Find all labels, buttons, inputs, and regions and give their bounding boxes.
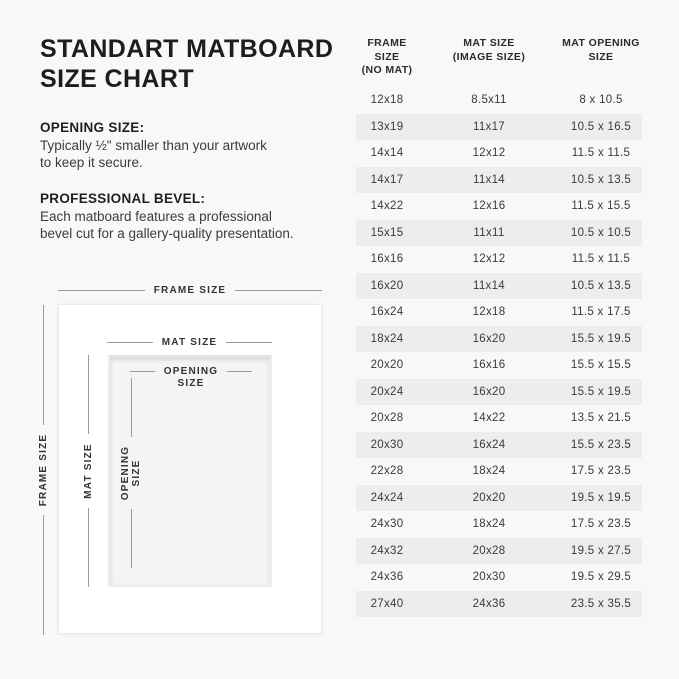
header-frame-size-line1: FRAME SIZE [367, 37, 407, 63]
table-cell: 18x24 [472, 465, 506, 478]
opening-size-label-left-line2: SIZE [131, 459, 142, 487]
table-row [356, 485, 642, 512]
table-cell: 12x16 [472, 200, 506, 213]
header-cell-frame-size [356, 37, 418, 78]
dimension-line [43, 305, 44, 425]
table-cell: 11.5 x 11.5 [571, 147, 631, 160]
table-cell: 23.5 x 35.5 [570, 597, 632, 610]
table-cell: 14x22 [472, 412, 506, 425]
table-cell: 15x15 [370, 226, 404, 239]
table-cell: 18x24 [472, 518, 506, 531]
opening-size-label-top [130, 366, 252, 390]
table-row [356, 326, 642, 353]
table-cell: 16x24 [370, 306, 404, 319]
header-frame-size-line2: (NO MAT) [361, 64, 413, 76]
table-row [356, 432, 642, 459]
header-mat-opening-line2: SIZE [588, 50, 614, 63]
mat-size-label-left [82, 355, 94, 587]
table-cell: 12x18 [472, 306, 506, 319]
table-cell: 13.5 x 21.5 [570, 412, 632, 425]
frame-size-label-left [37, 305, 49, 635]
table-cell: 10.5 x 13.5 [570, 279, 632, 292]
table-cell: 16x16 [370, 253, 404, 266]
dimension-line [226, 342, 272, 343]
opening-size-label-top-text [164, 366, 219, 390]
table-cell: 11.5 x 15.5 [571, 200, 631, 213]
table-row [356, 87, 642, 114]
opening-size-label-top-line1: OPENING [163, 366, 219, 377]
opening-size-description-line2: to keep it secure. [40, 155, 143, 170]
table-cell: 10.5 x 16.5 [570, 120, 632, 133]
opening-size-label-left [119, 378, 143, 568]
table-cell: 24x36 [370, 571, 404, 584]
table-cell: 17.5 x 23.5 [570, 465, 632, 478]
mat-size-label-left-text: MAT SIZE [82, 443, 94, 499]
table-cell: 11x14 [473, 279, 505, 292]
frame-size-label-top-text: FRAME SIZE [153, 284, 227, 296]
professional-bevel-description-line2: bevel cut for a gallery-quality presentation. [40, 226, 294, 241]
table-cell: 16x20 [472, 332, 506, 345]
table-cell: 19.5 x 19.5 [570, 491, 632, 504]
dimension-line [43, 515, 44, 635]
table-cell: 15.5 x 23.5 [570, 438, 632, 451]
dimension-line [58, 290, 145, 291]
table-cell: 12x18 [370, 94, 404, 107]
table-header [356, 37, 642, 78]
table-row [356, 220, 642, 247]
table-row [356, 405, 642, 432]
table-cell: 20x20 [472, 491, 506, 504]
dimension-line [107, 342, 153, 343]
table-cell: 16x16 [472, 359, 506, 372]
page-title-line1: STANDART MATBOARD [40, 35, 334, 63]
frame-size-label-left-text: FRAME SIZE [37, 433, 49, 507]
table-row [356, 299, 642, 326]
table-cell: 14x22 [370, 200, 404, 213]
table-cell: 11.5 x 11.5 [571, 253, 631, 266]
dimension-line [131, 378, 132, 437]
table-cell: 15.5 x 19.5 [570, 385, 632, 398]
dimension-line [131, 509, 132, 568]
opening-size-label-left-text [120, 446, 142, 501]
header-mat-opening-line1: MAT OPENING [562, 37, 640, 49]
table-cell: 11x11 [473, 226, 505, 239]
professional-bevel-heading: PROFESSIONAL BEVEL: [40, 191, 206, 206]
professional-bevel-description-line1: Each matboard features a professional [40, 209, 272, 224]
dimension-line [235, 290, 322, 291]
table-cell: 15.5 x 19.5 [570, 332, 632, 345]
table-cell: 24x36 [472, 597, 506, 610]
header-cell-mat-size [418, 37, 560, 78]
professional-bevel-description [40, 208, 294, 242]
table-cell: 11x14 [473, 173, 505, 186]
header-mat-size-line1: MAT SIZE [463, 37, 515, 49]
table-cell: 10.5 x 10.5 [570, 226, 632, 239]
table-cell: 8.5x11 [471, 94, 507, 107]
table-cell: 24x32 [370, 544, 404, 557]
table-cell: 16x24 [472, 438, 506, 451]
opening-size-label-top-line2: SIZE [177, 378, 205, 389]
table-row [356, 352, 642, 379]
header-cell-mat-opening [560, 37, 642, 78]
table-cell: 19.5 x 29.5 [570, 571, 632, 584]
table-cell: 24x24 [370, 491, 404, 504]
table-cell: 17.5 x 23.5 [570, 518, 632, 531]
table-cell: 16x20 [472, 385, 506, 398]
table-row [356, 273, 642, 300]
table-cell: 22x28 [370, 465, 404, 478]
opening-size-heading: OPENING SIZE: [40, 120, 145, 135]
table-cell: 8 x 10.5 [579, 94, 623, 107]
table-row [356, 379, 642, 406]
table-row [356, 564, 642, 591]
frame-size-label-top [58, 284, 322, 296]
table-row [356, 538, 642, 565]
table-cell: 19.5 x 27.5 [570, 544, 632, 557]
table-cell: 27x40 [370, 597, 404, 610]
table-cell: 20x28 [370, 412, 404, 425]
mat-size-label-top-text: MAT SIZE [161, 336, 218, 348]
table-cell: 12x12 [472, 253, 506, 266]
dimension-line [88, 508, 89, 587]
table-cell: 15.5 x 15.5 [570, 359, 632, 372]
table-cell: 20x30 [472, 571, 506, 584]
table-cell: 11.5 x 17.5 [571, 306, 631, 319]
table-cell: 12x12 [472, 147, 506, 160]
table-cell: 11x17 [473, 120, 505, 133]
table-cell: 20x24 [370, 385, 404, 398]
dimension-line [130, 371, 155, 372]
opening-size-description-line1: Typically ½" smaller than your artwork [40, 138, 267, 153]
size-table-body [356, 87, 642, 617]
table-cell: 20x30 [370, 438, 404, 451]
table-cell: 14x14 [370, 147, 404, 160]
table-cell: 24x30 [370, 518, 404, 531]
page-title [40, 34, 333, 94]
table-row [356, 140, 642, 167]
table-row [356, 246, 642, 273]
table-row [356, 511, 642, 538]
dimension-line [227, 371, 252, 372]
header-mat-size-line2: (IMAGE SIZE) [452, 50, 526, 63]
opening-size-label-left-line1: OPENING [120, 445, 131, 501]
table-row [356, 114, 642, 141]
table-row [356, 591, 642, 618]
mat-size-label-top [107, 336, 272, 348]
page-title-line2: SIZE CHART [40, 65, 194, 93]
table-row [356, 458, 642, 485]
dimension-line [88, 355, 89, 434]
opening-size-description [40, 137, 267, 171]
table-cell: 10.5 x 13.5 [570, 173, 632, 186]
table-cell: 18x24 [370, 332, 404, 345]
table-row [356, 193, 642, 220]
table-cell: 20x20 [370, 359, 404, 372]
table-cell: 20x28 [472, 544, 506, 557]
table-row [356, 167, 642, 194]
table-cell: 14x17 [370, 173, 404, 186]
table-cell: 16x20 [370, 279, 404, 292]
table-cell: 13x19 [370, 120, 404, 133]
